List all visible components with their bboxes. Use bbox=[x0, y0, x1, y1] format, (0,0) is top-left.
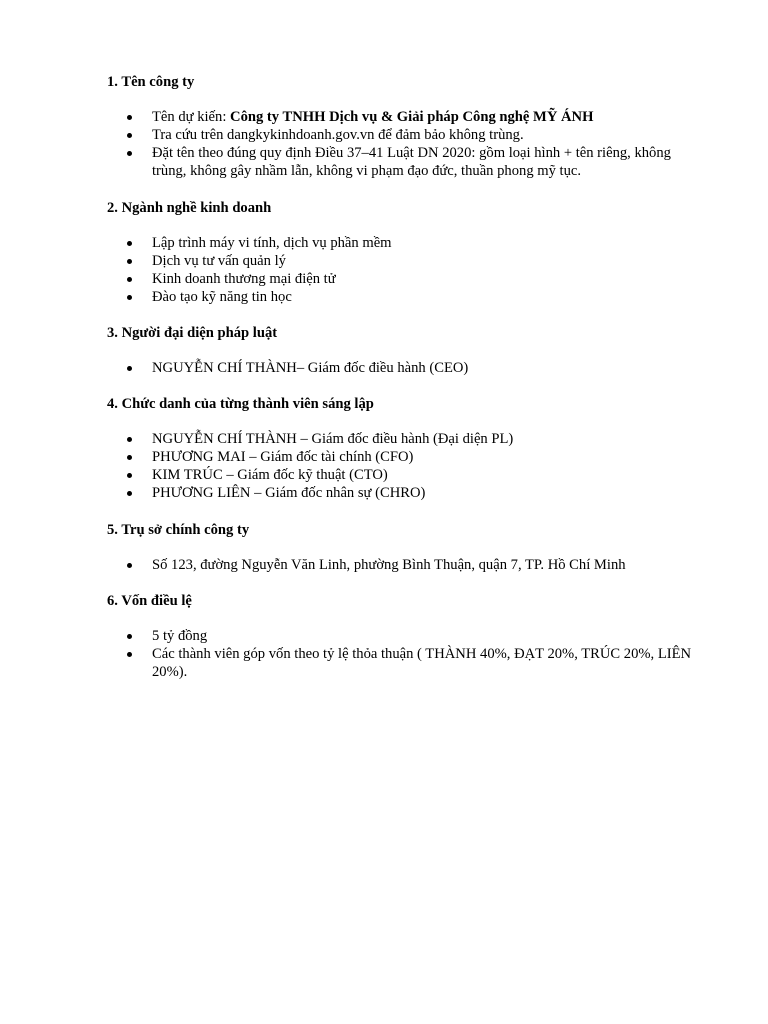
bullet-list bbox=[107, 108, 707, 180]
item-text: Đặt tên theo đúng quy định Điều 37–41 Luật DN 2020: gồm loại hình + tên riêng, không trùng, không gây nhầm lẫn, không vi phạm đạo đức, thuần phong mỹ tục. bbox=[152, 145, 671, 179]
bullet-list bbox=[107, 234, 707, 306]
item-text: NGUYỄN CHÍ THÀNH– Giám đốc điều hành (CEO) bbox=[152, 360, 469, 376]
bullet-icon bbox=[127, 563, 132, 568]
section-heading: 2. Ngành nghề kinh doanh bbox=[107, 200, 272, 216]
item-text: Số 123, đường Nguyễn Văn Linh, phường Bình Thuận, quận 7, TP. Hồ Chí Minh bbox=[152, 557, 626, 573]
bullet-list bbox=[107, 627, 707, 681]
bullet-icon bbox=[127, 455, 132, 460]
list-item bbox=[107, 645, 707, 681]
list-item bbox=[107, 252, 707, 270]
bullet-icon bbox=[127, 295, 132, 300]
item-prefix: Tên dự kiến: bbox=[152, 109, 231, 125]
section-heading: 3. Người đại diện pháp luật bbox=[107, 325, 278, 341]
section-heading: 6. Vốn điều lệ bbox=[107, 593, 192, 609]
list-item bbox=[107, 484, 707, 502]
list-item bbox=[107, 108, 707, 126]
bullet-list bbox=[107, 430, 707, 502]
bullet-icon bbox=[127, 634, 132, 639]
item-text: PHƯƠNG LIÊN – Giám đốc nhân sự (CHRO) bbox=[152, 485, 426, 501]
item-text: NGUYỄN CHÍ THÀNH – Giám đốc điều hành (Đại diện PL) bbox=[152, 431, 514, 447]
item-text: Tra cứu trên dangkykinhdoanh.gov.vn để đảm bảo không trùng. bbox=[152, 127, 524, 143]
item-text: 5 tỷ đồng bbox=[152, 628, 208, 644]
section-legal-representative bbox=[107, 324, 707, 377]
list-item bbox=[107, 627, 707, 645]
item-text: Kinh doanh thương mại điện tử bbox=[152, 271, 336, 287]
list-item bbox=[107, 270, 707, 288]
section-company-name bbox=[107, 73, 707, 180]
list-item bbox=[107, 556, 707, 574]
bullet-icon bbox=[127, 259, 132, 264]
company-name: Công ty TNHH Dịch vụ & Giải pháp Công nghệ MỸ ÁNH bbox=[230, 109, 594, 125]
bullet-icon bbox=[127, 473, 132, 478]
section-head-office bbox=[107, 521, 707, 574]
item-text: Các thành viên góp vốn theo tỷ lệ thỏa thuận ( THÀNH 40%, ĐẠT 20%, TRÚC 20%, LIÊN 20%). bbox=[152, 646, 692, 680]
bullet-icon bbox=[127, 151, 132, 156]
item-text: Dịch vụ tư vấn quản lý bbox=[152, 253, 286, 269]
bullet-icon bbox=[127, 652, 132, 657]
section-business-lines bbox=[107, 199, 707, 306]
list-item bbox=[107, 466, 707, 484]
list-item bbox=[107, 430, 707, 448]
bullet-icon bbox=[127, 491, 132, 496]
item-text: Lập trình máy vi tính, dịch vụ phần mềm bbox=[152, 235, 392, 251]
bullet-list bbox=[107, 556, 707, 574]
bullet-icon bbox=[127, 277, 132, 282]
list-item bbox=[107, 359, 707, 377]
section-heading: 1. Tên công ty bbox=[107, 74, 195, 90]
list-item bbox=[107, 448, 707, 466]
item-text: Đào tạo kỹ năng tin học bbox=[152, 289, 292, 305]
section-heading: 4. Chức danh của từng thành viên sáng lập bbox=[107, 396, 374, 412]
item-text: KIM TRÚC – Giám đốc kỹ thuật (CTO) bbox=[152, 467, 388, 483]
section-charter-capital bbox=[107, 592, 707, 681]
list-item bbox=[107, 144, 707, 180]
bullet-icon bbox=[127, 366, 132, 371]
bullet-icon bbox=[127, 115, 132, 120]
section-heading: 5. Trụ sở chính công ty bbox=[107, 522, 250, 538]
bullet-icon bbox=[127, 133, 132, 138]
bullet-icon bbox=[127, 437, 132, 442]
section-founder-titles bbox=[107, 395, 707, 502]
item-text: PHƯƠNG MAI – Giám đốc tài chính (CFO) bbox=[152, 449, 414, 465]
bullet-list bbox=[107, 359, 707, 377]
list-item bbox=[107, 234, 707, 252]
bullet-icon bbox=[127, 241, 132, 246]
list-item bbox=[107, 126, 707, 144]
list-item bbox=[107, 288, 707, 306]
